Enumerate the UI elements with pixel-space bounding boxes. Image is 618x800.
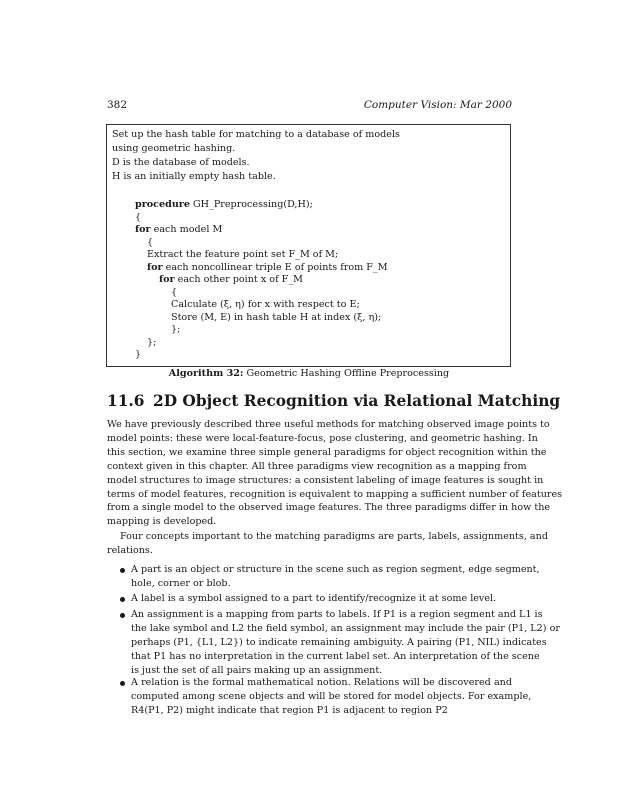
code-line — [171, 287, 177, 298]
code-line — [147, 237, 153, 248]
bullet-text — [131, 608, 560, 678]
paragraph-line: Four concepts important to the matching paradigms are parts, labels, assignments, and — [120, 531, 548, 542]
algorithm-intro — [112, 128, 400, 184]
bullet-line: that P1 has no interpretation in the current label set. An interpretation of the scene — [131, 650, 540, 662]
algorithm-caption-text: Geometric Hashing Offline Preprocessing — [243, 368, 450, 379]
bullet-icon — [120, 681, 125, 686]
code-text: Store (M, E) in hash table H at index (ξ, η); — [171, 311, 382, 323]
algorithm-intro-line: H is an initially empty hash table. — [112, 170, 276, 182]
code-line — [159, 274, 303, 285]
bullet-text — [131, 592, 512, 606]
paragraph-2 — [107, 530, 548, 558]
running-head: Computer Vision: Mar 2000 — [363, 99, 512, 111]
algorithm-intro-line: Set up the hash table for matching to a database of models — [112, 129, 400, 140]
code-line — [147, 337, 156, 348]
paragraph-1 — [107, 418, 563, 529]
bullet-line: the lake symbol and L2 the field symbol, an assignment may include the pair (P1, L2) or — [131, 622, 560, 634]
code-text: { — [135, 211, 142, 223]
code-line — [147, 262, 388, 273]
code-line — [135, 224, 222, 235]
bullet-line: An assignment is a mapping from parts to labels. If P1 is a region segment and L1 is — [131, 609, 543, 620]
bullet-line: A relation is the formal mathematical notion. Relations will be discovered and — [131, 677, 512, 688]
paragraph-line: model points: these were local-feature-focus, pose clustering, and geometric hashing. In — [107, 432, 538, 444]
paragraph-line: from a single model to the observed image features. The three paradigms differ in how the — [107, 502, 551, 514]
code-line — [171, 324, 180, 335]
code-text: each other point x of F_M — [174, 274, 303, 285]
bullet-line: R4(P1, P2) might indicate that region P1 is adjacent to region P2 — [131, 704, 448, 716]
paragraph-line: terms of model features, recognition is equivalent to mapping a sufficient number of features — [107, 488, 563, 500]
code-text: { — [171, 286, 178, 298]
paragraph-line: context given in this chapter. All three paradigms view recognition as a mapping from — [107, 460, 527, 472]
bullet-line: perhaps (P1, {L1, L2}) to indicate remaining ambiguity. A pairing (P1, NIL) indicates — [131, 636, 547, 648]
bullet-text — [131, 563, 540, 591]
paragraph-line: model structures to image structures: a consistent labeling of image features is sought in — [107, 474, 544, 486]
paragraph-line: this section, we examine three simple general paradigms for object recognition within the — [107, 446, 547, 458]
code-keyword: procedure — [135, 199, 190, 210]
bullet-icon — [120, 568, 125, 573]
algorithm-caption — [0, 368, 618, 379]
code-line — [171, 312, 381, 323]
code-line — [135, 199, 313, 210]
page-number: 382 — [107, 99, 128, 111]
section-heading — [107, 392, 560, 410]
paragraph-line: We have previously described three useful methods for matching observed image points to — [107, 419, 550, 430]
bullet-line: computed among scene objects and will be stored for model objects. For example, — [131, 690, 532, 702]
paragraph-line: relations. — [107, 544, 153, 556]
code-text: each noncollinear triple E of points from F_M — [162, 261, 388, 273]
section-number: 11.6 — [107, 392, 145, 410]
paragraph-line: mapping is developed. — [107, 516, 217, 528]
code-text: each model M — [150, 224, 223, 235]
algorithm-intro-line: D is the database of models. — [112, 156, 250, 168]
bullet-icon — [120, 613, 125, 618]
code-text: }; — [147, 336, 157, 348]
algorithm-caption-label: Algorithm 32: — [168, 368, 244, 379]
bullet-text — [131, 676, 532, 718]
code-text: Calculate (ξ, η) for x with respect to E; — [171, 299, 360, 310]
code-text: Extract the feature point set F_M of M; — [147, 249, 339, 260]
algorithm-intro-line: using geometric hashing. — [112, 142, 236, 154]
code-keyword: for — [159, 274, 175, 285]
section-title: 2D Object Recognition via Relational Matching — [153, 392, 561, 410]
code-keyword: for — [147, 261, 163, 273]
algorithm-box — [106, 124, 511, 367]
code-text: { — [147, 236, 154, 248]
bullet-line: is just the set of all pairs making up an assignment. — [131, 664, 383, 676]
bullet-line: A part is an object or structure in the scene such as region segment, edge segment, — [131, 564, 540, 575]
code-keyword: for — [135, 224, 151, 235]
bullet-line: hole, corner or blob. — [131, 577, 231, 589]
code-line — [135, 349, 141, 360]
code-line — [147, 249, 338, 260]
code-text: } — [135, 349, 142, 360]
code-line — [171, 299, 360, 310]
code-line — [135, 212, 141, 223]
code-text: GH_Preprocessing(D,H); — [189, 199, 313, 210]
bullet-icon — [120, 597, 125, 602]
bullet-line: A label is a symbol assigned to a part to identify/recognize it at some level. — [131, 593, 497, 604]
code-text: }; — [171, 324, 181, 335]
